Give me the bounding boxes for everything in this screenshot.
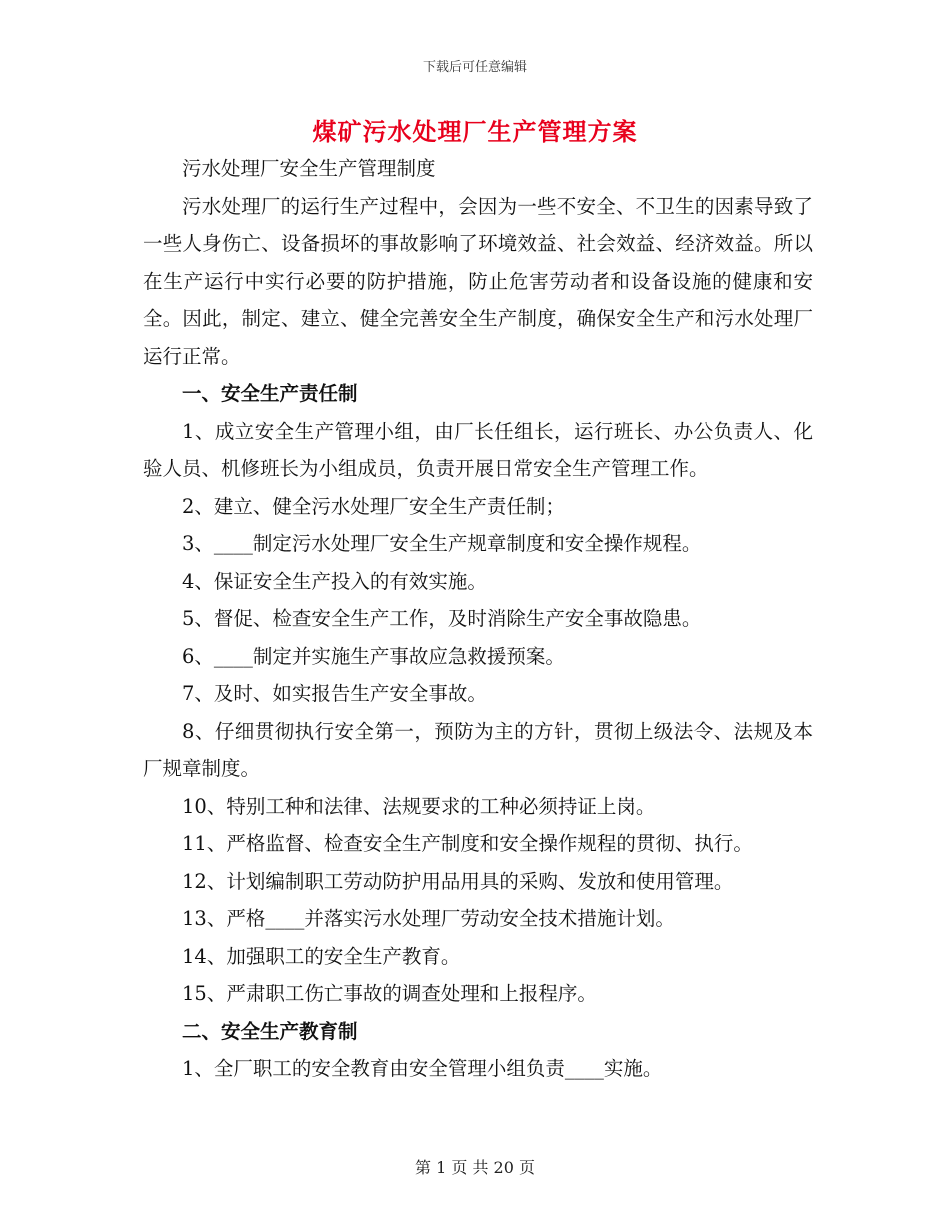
page-number: 第 1 页 共 20 页 — [415, 1158, 535, 1177]
document-title: 煤矿污水处理厂生产管理方案 — [312, 117, 638, 146]
section-heading: 一、安全生产责任制 — [182, 382, 358, 405]
paragraph: 4、保证安全生产投入的有效实施。 — [182, 569, 487, 593]
paragraph: 8、仔细贯彻执行安全第一，预防为主的方针，贯彻上级法令、法规及本厂规章制度。 — [143, 719, 813, 780]
paragraph: 2、建立、健全污水处理厂安全生产责任制； — [182, 494, 565, 518]
paragraph: 13、严格____并落实污水处理厂劳动安全技术措施计划。 — [182, 907, 675, 930]
paragraph: 14、加强职工的安全生产教育。 — [182, 944, 461, 968]
document-body — [143, 150, 813, 1088]
section-heading: 二、安全生产教育制 — [182, 1019, 358, 1043]
paragraph: 1、成立安全生产管理小组，由厂长任组长，运行班长、办公负责人、化验人员、机修班长为小组成员，负责开展日常安全生产管理工作。 — [143, 419, 813, 480]
paragraph: 10、特别工种和法律、法规要求的工种必须持证上岗。 — [182, 794, 656, 818]
paragraph: 3、____制定污水处理厂安全生产规章制度和安全操作规程。 — [182, 532, 702, 555]
paragraph: 污水处理厂安全生产管理制度 — [182, 157, 436, 180]
paragraph: 7、及时、如实报告生产安全事故。 — [182, 682, 487, 705]
paragraph: 11、严格监督、检查安全生产制度和安全操作规程的贯彻、执行。 — [182, 832, 753, 855]
paragraph: 5、督促、检查安全生产工作，及时消除生产安全事故隐患。 — [182, 607, 702, 630]
paragraph: 污水处理厂的运行生产过程中，会因为一些不安全、不卫生的因素导致了一些人身伤亡、设备损坏的事故影响了环境效益、社会效益、经济效益。所以在生产运行中实行必要的防护措施，防止危害劳动者和设备设施的健康和安全。因此，制定、建立、健全完善安全生产制度，确保安全生产和污水处理厂运行正常。 — [143, 194, 813, 368]
header-note: 下载后可任意编辑 — [422, 60, 527, 75]
paragraph: 6、____制定并实施生产事故应急救援预案。 — [182, 644, 565, 668]
paragraph: 1、全厂职工的安全教育由安全管理小组负责____实施。 — [182, 1057, 663, 1080]
paragraph: 12、计划编制职工劳动防护用品用具的采购、发放和使用管理。 — [182, 869, 734, 893]
paragraph: 15、严肃职工伤亡事故的调查处理和上报程序。 — [182, 982, 597, 1005]
